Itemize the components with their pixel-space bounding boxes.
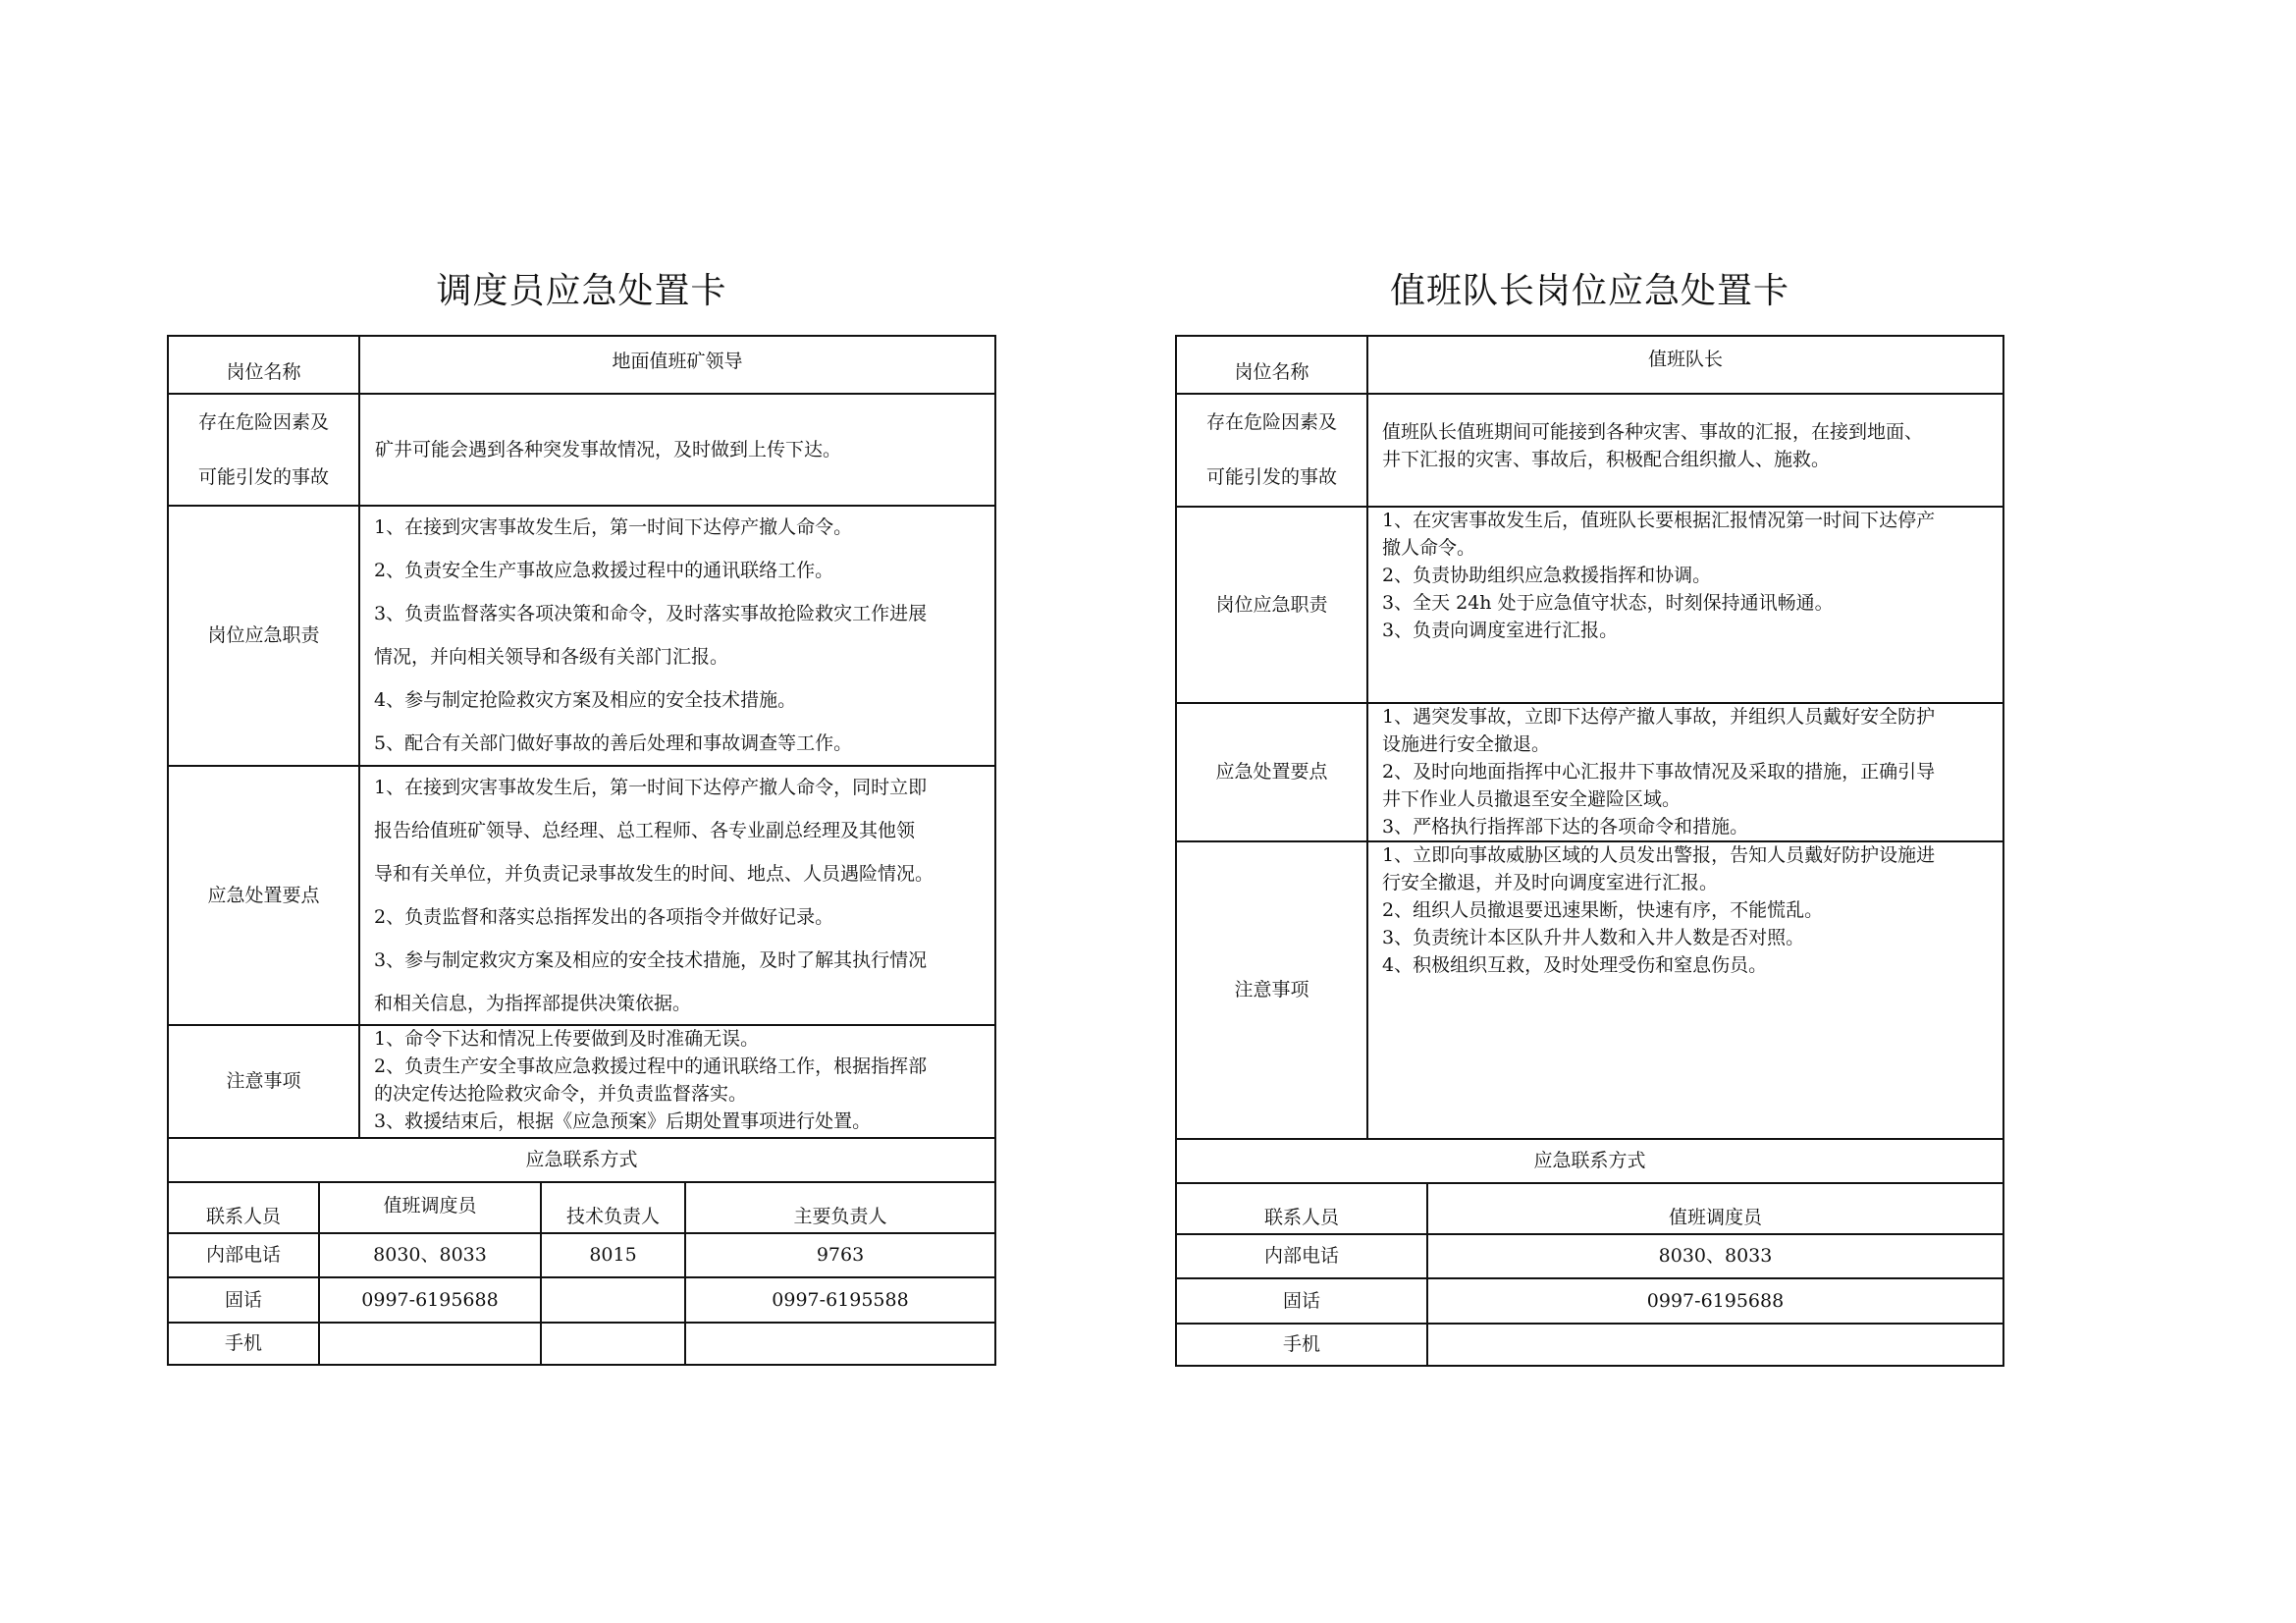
left-key-points-list bbox=[360, 766, 994, 1024]
left-landline-3: 0997-6195588 bbox=[772, 1288, 909, 1311]
left-card-title: 调度员应急处置卡 bbox=[436, 271, 727, 311]
left-duty-item: 情况，并向相关领导和各级有关部门汇报。 bbox=[374, 646, 729, 668]
right-duty-item: 3、负责向调度室进行汇报。 bbox=[1382, 620, 1619, 641]
left-duty-item: 4、参与制定抢险救灾方案及相应的安全技术措施。 bbox=[374, 689, 797, 711]
right-key-point-item: 1、遇突发事故，立即下达停产撤人事故，并组织人员戴好安全防护 bbox=[1382, 706, 1936, 728]
right-note-item: 3、负责统计本区队升井人数和入井人数是否对照。 bbox=[1382, 927, 1805, 948]
left-key-point-item: 和相关信息，为指挥部提供决策依据。 bbox=[374, 993, 692, 1014]
left-landline-1: 0997-6195688 bbox=[361, 1288, 499, 1311]
right-internal-1: 8030、8033 bbox=[1658, 1245, 1773, 1267]
left-contact-header: 应急联系方式 bbox=[525, 1149, 638, 1170]
right-internal-label: 内部电话 bbox=[1263, 1245, 1339, 1267]
right-key-point-item: 井下作业人员撤退至安全避险区域。 bbox=[1382, 788, 1682, 810]
left-col-main-lead: 主要负责人 bbox=[793, 1205, 887, 1227]
left-key-point-item: 导和有关单位，并负责记录事故发生的时间、地点、人员遇险情况。 bbox=[374, 863, 934, 885]
right-key-points-list bbox=[1368, 703, 2002, 840]
right-col-duty-dispatcher: 值班调度员 bbox=[1668, 1206, 1762, 1228]
left-note-item: 的决定传达抢险救灾命令，并负责监督落实。 bbox=[374, 1083, 748, 1105]
left-key-points-label: 应急处置要点 bbox=[207, 884, 320, 906]
left-duties-label: 岗位应急职责 bbox=[207, 624, 320, 646]
left-duty-item: 1、在接到灾害事故发生后，第一时间下达停产撤人命令。 bbox=[374, 516, 853, 538]
right-note-item: 2、组织人员撤退要迅速果断，快速有序，不能慌乱。 bbox=[1382, 899, 1824, 921]
right-note-item: 行安全撤退，并及时向调度室进行汇报。 bbox=[1382, 872, 1719, 893]
left-card-table bbox=[167, 335, 996, 1366]
right-danger-line: 值班队长值班期间可能接到各种灾害、事故的汇报，在接到地面、 bbox=[1382, 421, 1924, 443]
left-notes-label: 注意事项 bbox=[226, 1070, 301, 1092]
right-notes-list bbox=[1368, 841, 2002, 1138]
right-danger-text bbox=[1368, 394, 2002, 506]
right-landline-label: 固话 bbox=[1282, 1289, 1320, 1312]
left-danger-label bbox=[169, 394, 358, 505]
right-key-point-item: 设施进行安全撤退。 bbox=[1382, 733, 1551, 755]
left-duties-list bbox=[360, 506, 994, 765]
left-key-point-item: 3、参与制定救灾方案及相应的安全技术措施，及时了解其执行情况 bbox=[374, 949, 928, 971]
right-danger-label-line1: 存在危险因素及 bbox=[1205, 411, 1337, 433]
right-key-point-item: 3、严格执行指挥部下达的各项命令和措施。 bbox=[1382, 816, 1749, 838]
right-duties-label: 岗位应急职责 bbox=[1215, 593, 1328, 616]
right-danger-label-line2: 可能引发的事故 bbox=[1205, 466, 1337, 488]
left-duty-item: 2、负责安全生产事故应急救援过程中的通讯联络工作。 bbox=[374, 560, 834, 581]
left-notes-list bbox=[360, 1025, 994, 1137]
right-landline-1: 0997-6195688 bbox=[1646, 1289, 1785, 1312]
right-notes-label: 注意事项 bbox=[1234, 979, 1309, 1001]
right-contact-person-label: 联系人员 bbox=[1263, 1206, 1339, 1228]
left-danger-label-line2: 可能引发的事故 bbox=[197, 465, 329, 488]
left-key-point-item: 1、在接到灾害事故发生后，第一时间下达停产撤人命令，同时立即 bbox=[374, 777, 928, 798]
left-col-tech-lead: 技术负责人 bbox=[565, 1205, 660, 1227]
right-duty-item: 1、在灾害事故发生后，值班队长要根据汇报情况第一时间下达停产 bbox=[1382, 510, 1936, 531]
left-note-item: 3、救援结束后，根据《应急预案》后期处置事项进行处置。 bbox=[374, 1110, 872, 1132]
right-note-item: 4、积极组织互救，及时处理受伤和窒息伤员。 bbox=[1382, 954, 1768, 976]
right-post-name-value: 值班队长 bbox=[1647, 348, 1723, 370]
left-duty-item: 3、负责监督落实各项决策和命令，及时落实事故抢险救灾工作进展 bbox=[374, 603, 928, 624]
right-mobile-label: 手机 bbox=[1282, 1333, 1320, 1355]
left-key-point-item: 报告给值班矿领导、总经理、总工程师、各专业副总经理及其他领 bbox=[374, 820, 916, 841]
left-internal-1: 8030、8033 bbox=[373, 1244, 487, 1266]
left-contact-person-label: 联系人员 bbox=[205, 1205, 281, 1227]
left-note-item: 1、命令下达和情况上传要做到及时准确无误。 bbox=[374, 1028, 760, 1050]
left-danger-text: 矿井可能会遇到各种突发事故情况，及时做到上传下达。 bbox=[375, 438, 842, 460]
left-note-item: 2、负责生产安全事故应急救援过程中的通讯联络工作，根据指挥部 bbox=[374, 1055, 928, 1077]
right-contact-header: 应急联系方式 bbox=[1533, 1150, 1646, 1171]
right-card-title: 值班队长岗位应急处置卡 bbox=[1389, 271, 1789, 311]
left-post-name-value: 地面值班矿领导 bbox=[612, 350, 743, 372]
right-duties-list bbox=[1368, 507, 2002, 702]
right-key-point-item: 2、及时向地面指挥中心汇报井下事故情况及采取的措施，正确引导 bbox=[1382, 761, 1936, 783]
right-duty-item: 2、负责协助组织应急救援指挥和协调。 bbox=[1382, 565, 1712, 586]
right-danger-line: 井下汇报的灾害、事故后，积极配合组织撤人、施救。 bbox=[1382, 449, 1831, 470]
left-internal-label: 内部电话 bbox=[205, 1244, 281, 1266]
right-duty-item: 撤人命令。 bbox=[1382, 537, 1476, 559]
left-duty-item: 5、配合有关部门做好事故的善后处理和事故调查等工作。 bbox=[374, 732, 853, 754]
left-internal-3: 9763 bbox=[816, 1244, 865, 1266]
left-col-duty-dispatcher: 值班调度员 bbox=[383, 1194, 477, 1217]
right-note-item: 1、立即向事故威胁区域的人员发出警报，告知人员戴好防护设施进 bbox=[1382, 844, 1936, 866]
left-key-point-item: 2、负责监督和落实总指挥发出的各项指令并做好记录。 bbox=[374, 906, 834, 928]
right-post-name-label: 岗位名称 bbox=[1234, 360, 1309, 383]
right-danger-label bbox=[1177, 394, 1366, 506]
left-post-name-label: 岗位名称 bbox=[226, 360, 301, 383]
right-duty-item: 3、全天 24h 处于应急值守状态，时刻保持通讯畅通。 bbox=[1382, 592, 1834, 614]
right-key-points-label: 应急处置要点 bbox=[1215, 761, 1328, 783]
left-internal-2: 8015 bbox=[589, 1244, 637, 1266]
right-card-table bbox=[1175, 335, 2004, 1367]
left-mobile-label: 手机 bbox=[224, 1332, 262, 1354]
left-danger-label-line1: 存在危险因素及 bbox=[197, 410, 329, 433]
left-landline-label: 固话 bbox=[224, 1288, 262, 1311]
